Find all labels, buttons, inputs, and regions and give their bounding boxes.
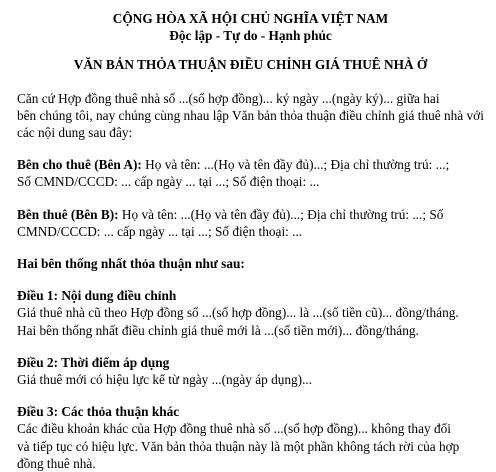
party-a-line: Số CMND/CCCD: ... cấp ngày ... tại ...; Số điện thoại: ... [17, 174, 320, 190]
party-a-details: Họ và tên: ...(Họ và tên đầy đủ)...; Địa chỉ thường trú: ...; [141, 157, 450, 173]
party-b-paragraph [17, 206, 484, 240]
party-b-details: Họ và tên: ...(Họ và tên đầy đủ)...; Địa chỉ thường trú: ...; Số [118, 206, 444, 222]
article-heading: Điều 3: Các thỏa thuận khác [17, 404, 180, 420]
article-3 [17, 403, 484, 472]
party-b-line [17, 206, 484, 223]
article-line: và tiếp tục có hiệu lực. Văn bản thỏa thuận này là một phần không tách rời của hợp [17, 438, 460, 454]
agreement-heading: Hai bên thống nhất thỏa thuận như sau: [17, 256, 245, 272]
article-line: đồng thuê nhà. [17, 455, 96, 471]
article-line: Các điều khoản khác của Hợp đồng thuê nhà số ...(số hợp đồng)... không thay đổi [17, 421, 451, 437]
motto-heading: Độc lập - Tự do - Hạnh phúc [169, 28, 332, 44]
article-line: Giá thuê nhà cũ theo Hợp đồng số ...(số hợp đồng)... là ...(số tiền cũ)... đồng/tháng. [17, 305, 459, 321]
party-a-label: Bên cho thuê (Bên A): [17, 157, 142, 173]
article-2 [17, 354, 484, 388]
article-heading: Điều 2: Thời điểm áp dụng [17, 354, 170, 370]
country-heading: CỘNG HÒA XÃ HỘI CHỦ NGHĨA VIỆT NAM [112, 11, 389, 26]
intro-line: bên chúng tôi, nay chúng cùng nhau lập Văn bản thỏa thuận điều chỉnh giá thuê nhà với [17, 107, 484, 123]
party-a-line [17, 156, 484, 173]
intro-line: Căn cứ Hợp đồng thuê nhà số ...(số hợp đồng)... ký ngày ...(ngày ký)... giữa hai [17, 90, 440, 106]
article-line: Giá thuê mới có hiệu lực kể từ ngày ...(ngày áp dụng)... [17, 372, 313, 388]
party-b-label: Bên thuê (Bên B): [17, 206, 119, 222]
article-line: Hai bên thống nhất điều chỉnh giá thuê mới là ...(số tiền mới)... đồng/tháng. [17, 322, 419, 338]
article-heading: Điều 1: Nội dung điều chỉnh [17, 288, 177, 304]
document-title: VĂN BẢN THỎA THUẬN ĐIỀU CHỈNH GIÁ THUÊ NHÀ Ở [73, 57, 428, 73]
article-1 [17, 287, 484, 339]
intro-line: các nội dung sau đây: [17, 125, 133, 141]
party-b-line: CMND/CCCD: ... cấp ngày ... tại ...; Số điện thoại: ... [17, 223, 303, 239]
intro-paragraph [17, 90, 484, 142]
party-a-paragraph [17, 156, 484, 190]
